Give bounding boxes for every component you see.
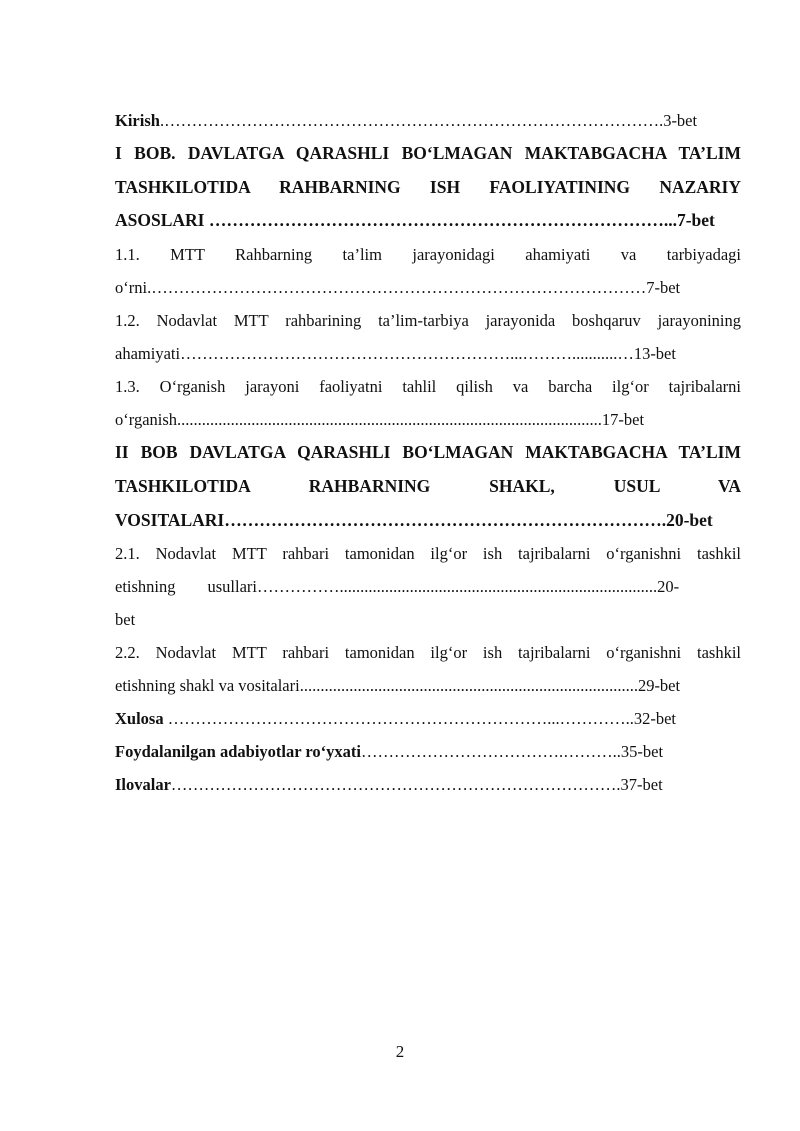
- toc-page: 20-: [657, 577, 680, 597]
- toc-page: 7-bet: [646, 278, 681, 298]
- toc-entry-xulosa: [115, 702, 741, 735]
- toc-dots: ……………………………………………………………...…………..: [163, 709, 634, 729]
- section-title: 2.1. Nodavlat MTT rahbari tamonidan ilg‘or ish tajribalarni o‘rganishni tashkil: [115, 544, 741, 564]
- toc-dots: ……………………………………………………………………….: [170, 775, 621, 795]
- section-title: 1.1. MTT Rahbarning ta’lim jarayonidagi ahamiyati va tarbiyadagi: [115, 245, 741, 265]
- section-line: [115, 669, 741, 702]
- chapter-1-heading-line-3: [115, 204, 741, 238]
- page-number: 2: [395, 1042, 405, 1061]
- section-title: 1.3. O‘rganish jarayoni faoliyatni tahlil qilish va barcha ilg‘or tajribalarni: [115, 377, 741, 397]
- toc-label: ahamiyati: [115, 344, 181, 364]
- toc-label: Kirish: [115, 111, 160, 130]
- toc-page: 29-bet: [637, 676, 681, 696]
- section-line: [115, 570, 741, 603]
- section-line: [115, 271, 741, 304]
- toc-dots: .………………………………………………………………………………: [147, 278, 647, 298]
- chapter-2-heading-line-3: [115, 504, 741, 538]
- toc-page: 20-bet: [666, 509, 713, 530]
- toc-page: 37-bet: [620, 775, 663, 795]
- toc-chapter-1: [115, 137, 741, 238]
- section-line-continuation: bet: [115, 610, 136, 630]
- toc-chapter-2: [115, 436, 741, 537]
- toc-label-part: usullari: [207, 577, 257, 597]
- toc-label: o‘rni: [115, 278, 148, 298]
- toc-section-1-3: [115, 370, 741, 436]
- toc-section-2-1: [115, 537, 741, 636]
- toc-dots: ………………………………………………………………….: [224, 509, 667, 530]
- toc-entry-adabiyotlar: [115, 735, 741, 768]
- toc-dots: ……………………………………………………...………...........…: [180, 344, 634, 364]
- toc-page: 7-bet: [676, 210, 715, 231]
- toc-entry-ilovalar: [115, 768, 741, 801]
- toc-dots: ……………………………………………………………………...: [208, 210, 677, 231]
- toc-label: Xulosa: [115, 709, 164, 729]
- toc-label: Ilovalar: [115, 775, 171, 795]
- chapter-2-heading-line-1: II BOB DAVLATGA QARASHLI BO‘LMAGAN MAKTABGACHA TA’LIM: [115, 442, 741, 463]
- toc-dots: …………….............................................................................: [257, 577, 658, 597]
- toc-dots: .......................................................................................................: [177, 410, 602, 430]
- toc-page: 32-bet: [633, 709, 677, 729]
- table-of-contents: [115, 104, 741, 801]
- section-title: 2.2. Nodavlat MTT rahbari tamonidan ilg‘or ish tajribalarni o‘rganishni tashkil: [115, 643, 741, 663]
- toc-label: Foydalanilgan adabiyotlar ro‘yxati: [115, 742, 362, 762]
- toc-page: 3-bet: [663, 111, 698, 130]
- chapter-2-heading-line-2: TASHKILOTIDA RAHBARNING SHAKL, USUL VA: [115, 475, 741, 496]
- toc-label: etishning shakl va vositalari: [115, 676, 300, 696]
- toc-page: 35-bet: [620, 742, 664, 762]
- toc-label: VOSITALARI: [115, 509, 225, 530]
- toc-dots: ……………………………….………..: [361, 742, 621, 762]
- toc-section-1-1: [115, 238, 741, 304]
- toc-label: o‘rganish: [115, 410, 178, 430]
- toc-label-part: etishning: [115, 577, 176, 597]
- toc-dots: ..................................................................................: [299, 676, 638, 696]
- toc-dots: .……………………………………………………………………………….: [159, 111, 664, 130]
- section-line: [115, 337, 741, 370]
- toc-entry-kirish: [115, 104, 741, 137]
- toc-section-2-2: [115, 636, 741, 702]
- section-title: 1.2. Nodavlat MTT rahbarining ta’lim-tarbiya jarayonida boshqaruv jarayonining: [115, 311, 741, 331]
- toc-page: 17-bet: [601, 410, 645, 430]
- chapter-1-heading-line-2: TASHKILOTIDA RAHBARNING ISH FAOLIYATINING NAZARIY: [115, 176, 741, 197]
- toc-page: 13-bet: [633, 344, 676, 364]
- chapter-1-heading-line-1: I BOB. DAVLATGA QARASHLI BO‘LMAGAN MAKTABGACHA TA’LIM: [115, 143, 741, 163]
- toc-section-1-2: [115, 304, 741, 370]
- section-line: [115, 403, 741, 436]
- toc-label: ASOSLARI: [115, 210, 205, 231]
